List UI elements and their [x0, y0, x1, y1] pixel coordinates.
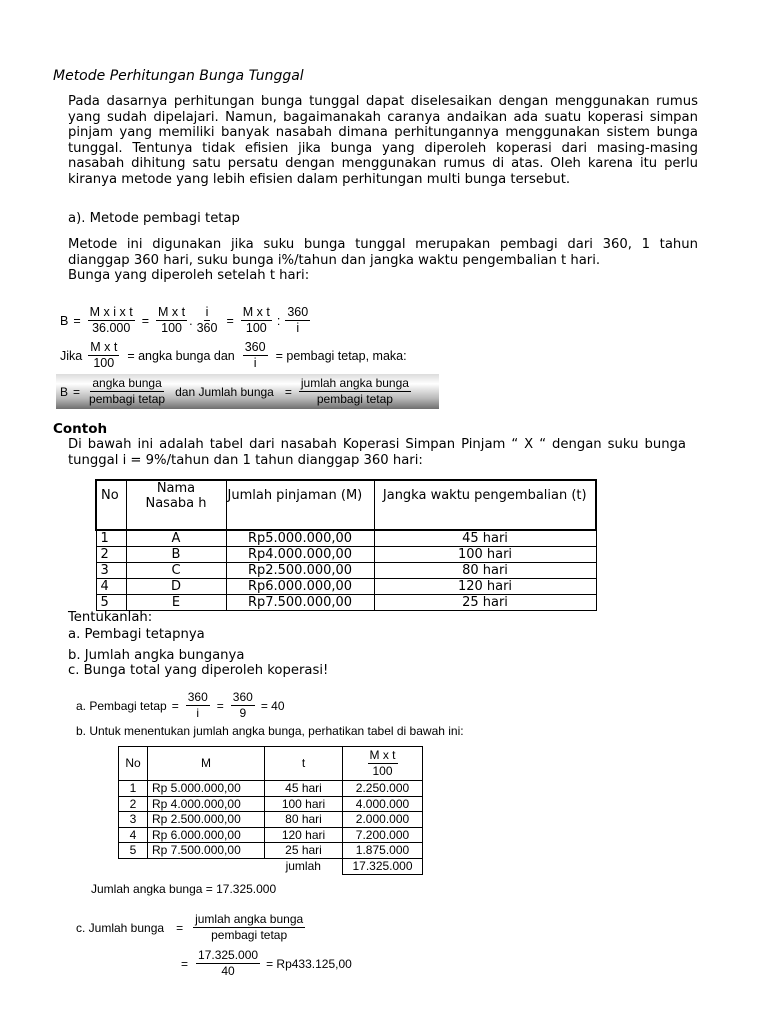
table-cell: 1 [119, 781, 148, 797]
formula-bar-eq-2: = [284, 384, 292, 399]
formula-frac-i360-den: 360 [196, 321, 218, 335]
table-cell-empty [148, 858, 265, 874]
table-cell: Rp 5.000.000,00 [148, 781, 265, 797]
solution-a-frac-2-num: 360 [232, 690, 253, 704]
table-row [96, 530, 596, 547]
table-cell: 80 hari [265, 812, 343, 828]
formula-frac-mt-1-den: 100 [161, 321, 182, 335]
solution-b-text: b. Untuk menentukan jumlah angka bunga, perhatikan tabel di bawah ini: [76, 724, 464, 738]
formula-bar-frac-2 [299, 376, 411, 407]
table-cell: 1.875.000 [343, 843, 423, 859]
table-row [119, 796, 423, 812]
question-b: b. Jumlah angka bunganya [68, 648, 245, 663]
table-cell: Rp 4.000.000,00 [148, 796, 265, 812]
angka-bunga-header-frac [343, 747, 423, 781]
solution-c-frac-2-num: 17.325.000 [198, 948, 259, 962]
loan-table-header-jangka: Jangka waktu pengembalian (t) [374, 480, 596, 530]
solution-a-frac-1 [186, 690, 210, 721]
formula-angka-bunga-dan: = angka bunga dan [127, 348, 235, 363]
table-cell: 2 [119, 796, 148, 812]
formula-bar-frac-1-num: angka bunga [92, 376, 162, 390]
solution-c-frac-2 [196, 948, 260, 979]
formula-bar-frac-1-den: pembagi tetap [89, 392, 166, 406]
table-row [119, 843, 423, 859]
solution-a-label: a. Pembagi tetap [76, 698, 167, 713]
angka-bunga-header-frac-num: M x t [369, 748, 396, 762]
table-cell: E [126, 595, 226, 611]
solution-c-frac-2-den: 40 [221, 964, 235, 978]
formula-bar-eq-1: = [73, 384, 81, 399]
formula-jika-frac-360i-num: 360 [244, 340, 266, 354]
formula-bar-dan-jumlah: dan Jumlah bunga [175, 384, 274, 399]
table-cell: 25 hari [265, 843, 343, 859]
question-c: c. Bunga total yang diperoleh koperasi! [68, 663, 329, 678]
document-title: Metode Perhitungan Bunga Tunggal [53, 68, 304, 84]
table-cell: Rp 2.500.000,00 [148, 812, 265, 828]
table-cell: 3 [119, 812, 148, 828]
table-cell: 100 hari [265, 796, 343, 812]
table-cell: Rp 7.500.000,00 [148, 843, 265, 859]
question-a: a. Pembagi tetapnya [68, 627, 205, 642]
table-cell: B [126, 547, 226, 563]
contoh-paragraph: Di bawah ini adalah tabel dari nasabah Koperasi Simpan Pinjam “ X “ dengan suku bunga tunggal i = 9%/tahun dan 1 tahun dianggap 360 hari: [68, 437, 686, 468]
table-cell: D [126, 579, 226, 595]
loan-table [95, 479, 597, 611]
formula-jika-frac-mt-num: M x t [90, 340, 118, 354]
formula-frac-mit-den: 36.000 [92, 321, 131, 335]
section-a-paragraph: Metode ini digunakan jika suku bunga tunggal merupakan pembagi dari 360, 1 tahun dianggap 360 hari, suku bunga i%/tahun dan jangka waktu pengembalian t hari. [68, 237, 698, 268]
solution-c-eq-1: = [176, 920, 184, 935]
table-cell: 1 [96, 530, 126, 547]
formula-frac-360i [285, 305, 310, 336]
formula-dot: . [189, 313, 193, 328]
formula-jika-line [60, 340, 407, 371]
table-row [96, 547, 596, 563]
table-row [96, 579, 596, 595]
loan-table-header-nama: Nama Nasaba h [126, 480, 226, 530]
table-cell: 2.250.000 [343, 781, 423, 797]
table-row [119, 812, 423, 828]
formula-jika-frac-mt [88, 340, 119, 371]
jumlah-angka-bunga-line: Jumlah angka bunga = 17.325.000 [91, 882, 277, 896]
table-cell: Rp4.000.000,00 [226, 547, 374, 563]
table-cell: Rp2.500.000,00 [226, 563, 374, 579]
table-cell: 7.200.000 [343, 827, 423, 843]
table-cell: 100 hari [374, 547, 596, 563]
formula-b-symbol: B [60, 313, 69, 328]
table-cell: 5 [119, 843, 148, 859]
formula-frac-i360 [195, 305, 220, 336]
formula-frac-mt-2-den: 100 [245, 321, 267, 335]
loan-table-header-row [96, 480, 596, 530]
table-cell-empty [119, 858, 148, 874]
angka-bunga-table [118, 746, 423, 875]
formula-frac-360i-num: 360 [287, 305, 309, 319]
formula-colon: : [276, 313, 281, 328]
table-cell: C [126, 563, 226, 579]
solution-a-eq-1: = [171, 698, 179, 713]
table-cell: 120 hari [374, 579, 596, 595]
contoh-heading: Contoh [53, 421, 108, 437]
table-total-value: 17.325.000 [343, 858, 423, 874]
formula-frac-mt-1-num: M x t [158, 305, 186, 319]
angka-bunga-header-m: M [148, 747, 265, 781]
intro-paragraph: Pada dasarnya perhitungan bunga tunggal dapat diselesaikan dengan menggunakan rumus yang sudah dipelajari. Namun, bagaimanakah caranya andaikan ada suatu koperasi simpan pinjam yang memiliki banyak nasabah dimana perhitungannya menggunakan sistem bunga tunggal. Tentunya tidak efisien jika bunga yang diperoleh koperasi dari masing-masing nasabah dihitung satu persatu dengan menggunakan rumus di atas. Oleh karena itu perlu kiranya metode yang lebih efisien dalam perhitungan multi bunga tersebut. [68, 94, 698, 187]
angka-bunga-header-t: t [265, 747, 343, 781]
table-cell: 45 hari [374, 530, 596, 547]
solution-c-frac-1-num: jumlah angka bunga [195, 912, 304, 926]
table-cell: 2.000.000 [343, 812, 423, 828]
table-total-label: jumlah [285, 859, 321, 874]
angka-bunga-header-no: No [119, 747, 148, 781]
solution-c-eq-2: = [181, 956, 189, 971]
loan-table-header-jumlah: Jumlah pinjaman (M) [226, 480, 374, 530]
formula-frac-mt-2-num: M x t [242, 305, 270, 319]
table-row [96, 563, 596, 579]
formula-eq-1: = [73, 313, 81, 328]
solution-c-frac-1 [193, 912, 305, 943]
formula-jika-frac-mt-den: 100 [93, 356, 115, 370]
table-cell: A [126, 530, 226, 547]
formula-bar-frac-2-den: pembagi tetap [316, 392, 393, 406]
table-total-row [119, 858, 423, 874]
angka-bunga-header-row [119, 747, 423, 781]
solution-a-frac-2 [231, 690, 255, 721]
table-cell: 5 [96, 595, 126, 611]
formula-frac-mt-2 [241, 305, 272, 336]
table-cell: Rp 6.000.000,00 [148, 827, 265, 843]
solution-c-line1 [76, 912, 307, 943]
formula-frac-360i-den: i [296, 321, 300, 335]
formula-eq-3: = [226, 313, 234, 328]
solution-a-frac-1-den: i [196, 706, 200, 720]
table-cell: 25 hari [374, 595, 596, 611]
tentukanlah-label: Tentukanlah: [68, 610, 153, 625]
solution-a-frac-1-num: 360 [187, 690, 208, 704]
table-cell: 4.000.000 [343, 796, 423, 812]
formula-frac-i360-num: i [205, 305, 209, 319]
table-row [96, 595, 596, 611]
angka-bunga-header-frac-den: 100 [372, 764, 393, 778]
solution-c-frac-1-den: pembagi tetap [211, 928, 288, 942]
table-cell: 45 hari [265, 781, 343, 797]
table-row [119, 781, 423, 797]
solution-a-frac-2-den: 9 [239, 706, 247, 720]
formula-frac-mt-1 [156, 305, 187, 336]
table-cell: 80 hari [374, 563, 596, 579]
solution-c-label: c. Jumlah bunga [76, 920, 165, 935]
table-row [119, 827, 423, 843]
angka-bunga-header-frac-inner [368, 748, 398, 779]
formula-b [60, 305, 312, 336]
solution-a [76, 690, 285, 721]
loan-table-header-no: No [96, 480, 126, 530]
table-cell: 2 [96, 547, 126, 563]
formula-bar-frac-2-num: jumlah angka bunga [300, 376, 409, 390]
formula-bar-frac-1 [87, 376, 167, 407]
table-cell: 3 [96, 563, 126, 579]
formula-eq-2: = [141, 313, 150, 328]
table-cell: Rp7.500.000,00 [226, 595, 374, 611]
solution-a-result: = 40 [260, 698, 285, 713]
section-a-line2: Bunga yang diperoleh setelah t hari: [68, 268, 310, 283]
table-cell: 120 hari [265, 827, 343, 843]
solution-a-eq-2: = [216, 698, 224, 713]
table-cell: Rp6.000.000,00 [226, 579, 374, 595]
formula-pembagi-tetap-maka: = pembagi tetap, maka: [275, 348, 407, 363]
formula-bar-b: B [60, 384, 69, 399]
solution-c-result: = Rp433.125,00 [266, 956, 352, 971]
formula-frac-mit [88, 305, 135, 336]
section-a-heading: a). Metode pembagi tetap [68, 211, 240, 226]
table-cell: 4 [96, 579, 126, 595]
formula-highlight-bar [56, 374, 439, 409]
formula-jika-frac-360i-den: i [253, 356, 257, 370]
formula-frac-mit-num: M x i x t [89, 305, 133, 319]
formula-jika-frac-360i [243, 340, 268, 371]
table-cell: 4 [119, 827, 148, 843]
formula-jika: Jika [60, 348, 83, 363]
table-cell: Rp5.000.000,00 [226, 530, 374, 547]
solution-c-line2 [181, 948, 352, 979]
